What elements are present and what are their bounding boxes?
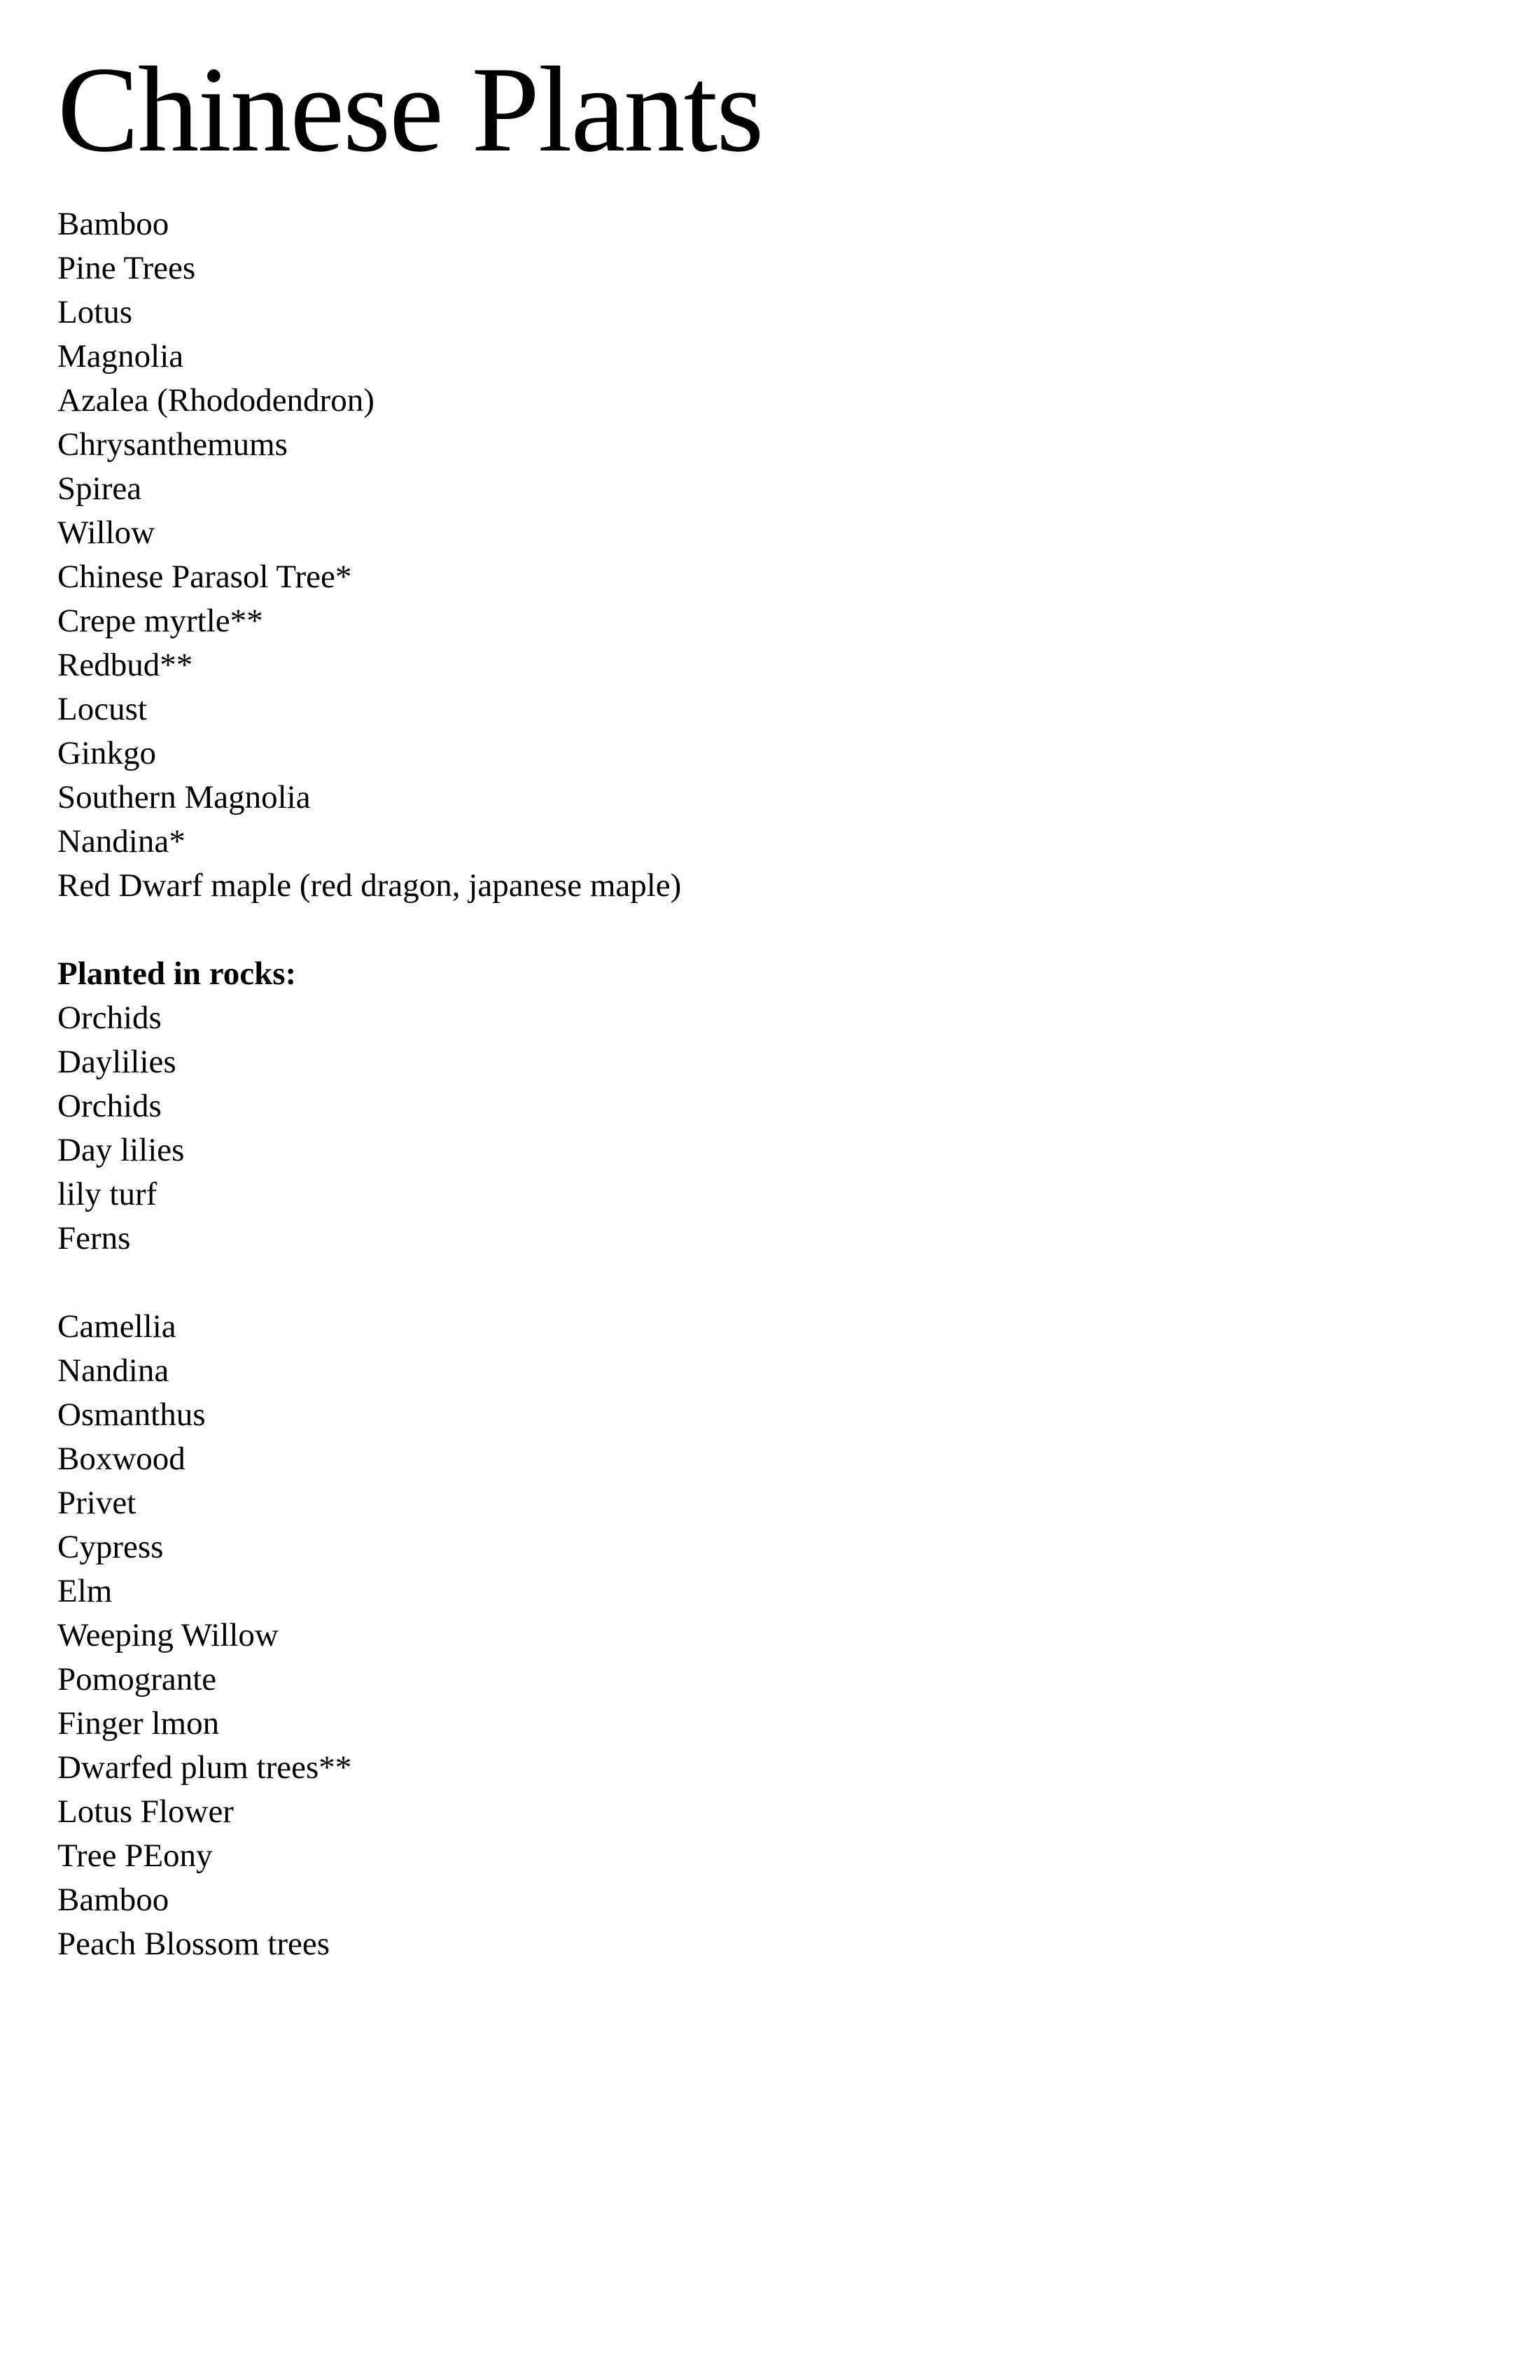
- plant-list-item: Pomogrante: [57, 1661, 217, 1698]
- plant-list-item: Chinese Parasol Tree*: [57, 559, 352, 595]
- plant-list-item: Day lilies: [57, 1132, 185, 1168]
- plant-list-item: Boxwood: [57, 1441, 186, 1477]
- plant-list-item: Orchids: [57, 1088, 162, 1124]
- plant-list-item: Cypress: [57, 1529, 164, 1565]
- plant-list-item: Locust: [57, 691, 147, 727]
- plant-list-item: Finger lmon: [57, 1705, 220, 1742]
- plant-list-item: Magnolia: [57, 338, 184, 374]
- plant-list-item: Ginkgo: [57, 735, 156, 771]
- page-title: Chinese Plants: [57, 41, 763, 177]
- plant-list-item: Redbud**: [57, 647, 193, 683]
- plant-list-item: Tree PEony: [57, 1837, 213, 1874]
- plant-list-item: Nandina*: [57, 823, 186, 860]
- plant-list-item: Camellia: [57, 1308, 176, 1345]
- plant-list-item: Spirea: [57, 470, 142, 507]
- blank-line: [57, 908, 1498, 952]
- plant-list-item: Ferns: [57, 1220, 131, 1256]
- plant-list-rocks: [57, 996, 1498, 1261]
- plant-list-item: Red Dwarf maple (red dragon, japanese maple): [57, 867, 682, 904]
- plant-list-item: Willow: [57, 514, 155, 551]
- plant-list-item: Nandina: [57, 1352, 169, 1389]
- blank-line: [57, 1261, 1498, 1305]
- plant-list-item: Privet: [57, 1485, 136, 1521]
- plant-list-item: Osmanthus: [57, 1396, 206, 1433]
- document-content: [57, 0, 1498, 1966]
- section-heading-planted-in-rocks: Planted in rocks:: [57, 955, 297, 992]
- plant-list-item: Azalea (Rhododendron): [57, 382, 374, 419]
- plant-list-item: Weeping Willow: [57, 1617, 279, 1653]
- plant-list-item: Chrysanthemums: [57, 426, 288, 463]
- plant-list-other: [57, 1305, 1498, 1966]
- plant-list-item: Elm: [57, 1573, 113, 1609]
- plant-list-item: Lotus Flower: [57, 1793, 234, 1830]
- plant-list-item: Bamboo: [57, 1882, 169, 1918]
- plant-list-item: Crepe myrtle**: [57, 603, 263, 639]
- plant-list-item: Daylilies: [57, 1044, 176, 1080]
- plant-list-main: [57, 202, 1498, 908]
- plant-list-item: Southern Magnolia: [57, 779, 311, 816]
- plant-list-item: Pine Trees: [57, 250, 196, 286]
- plant-list-item: Bamboo: [57, 206, 169, 242]
- plant-list-item: Dwarfed plum trees**: [57, 1749, 352, 1786]
- plant-list-item: Lotus: [57, 294, 133, 330]
- plant-list-item: Orchids: [57, 1000, 162, 1036]
- plant-list-item: lily turf: [57, 1176, 158, 1212]
- plant-list-item: Peach Blossom trees: [57, 1926, 330, 1962]
